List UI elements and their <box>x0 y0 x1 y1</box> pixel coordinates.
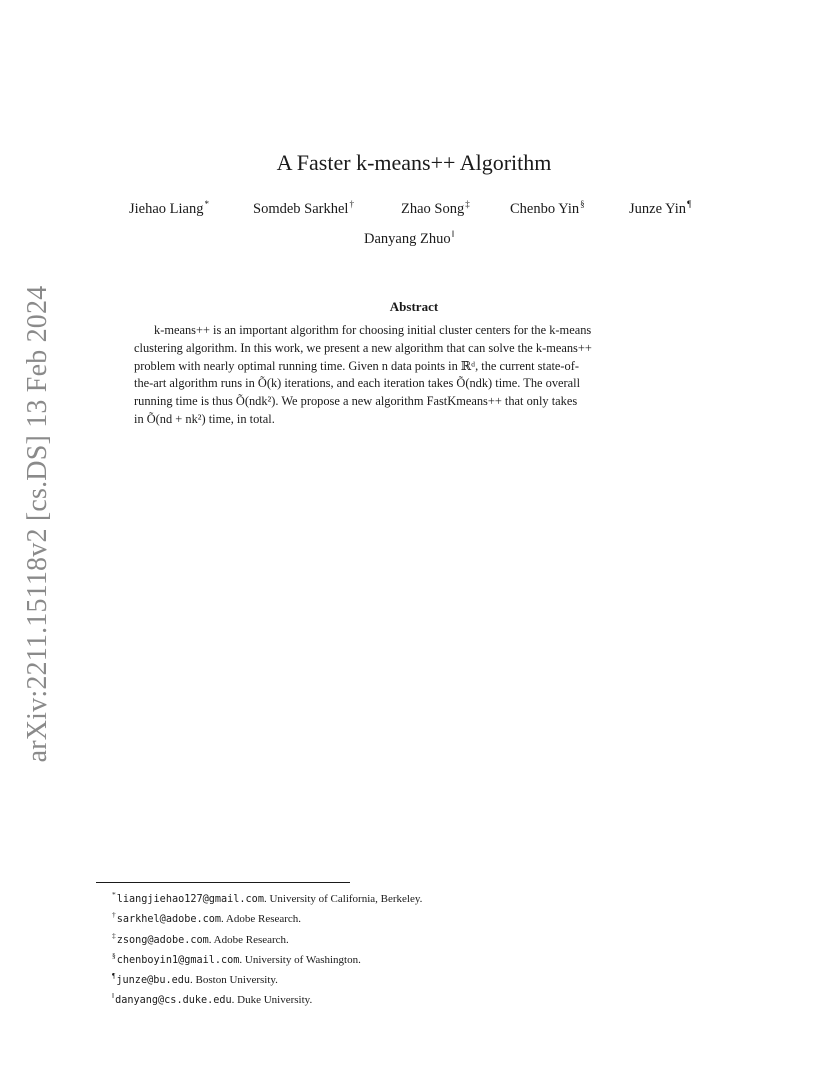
author-footnote-mark: * <box>204 199 209 209</box>
footnote <box>112 907 422 927</box>
author-footnote-mark: † <box>349 199 354 209</box>
paper-title: A Faster k-means++ Algorithm <box>276 150 552 175</box>
footnote-email[interactable]: sarkhel@adobe.com <box>116 914 222 926</box>
author-footnote-mark: § <box>580 199 585 209</box>
footnote-affiliation: . Boston University. <box>190 974 278 987</box>
footnote <box>112 988 422 1008</box>
abstract-heading: Abstract <box>389 299 439 314</box>
footnote-affiliation: . Adobe Research. <box>208 933 289 946</box>
author-zhuo <box>364 229 454 248</box>
footnote-affiliation: . University of Washington. <box>239 953 361 966</box>
author-footnote-mark: ‡ <box>465 199 470 209</box>
footnote <box>112 887 422 907</box>
footnote-email[interactable]: liangjiehao127@gmail.com <box>116 894 264 905</box>
footnote-email[interactable]: chenboyin1@gmail.com <box>116 954 240 966</box>
author-junze-yin <box>629 199 691 218</box>
author-name: Chenbo Yin <box>510 201 580 217</box>
footnote-affiliation: . Duke University. <box>231 994 313 1007</box>
author-name: Zhao Song <box>401 201 465 217</box>
arxiv-identifier-stamp: arXiv:2211.15118v2 [cs.DS] 13 Feb 2024 <box>22 285 53 763</box>
author-liang <box>129 199 209 218</box>
abstract-line: running time is thus Õ(ndk²). We propose a new algorithm FastKmeans++ that only takes <box>134 394 578 409</box>
author-sarkhel <box>253 199 354 218</box>
author-footnote-mark: ¶ <box>687 199 692 209</box>
footnote-affiliation: . Adobe Research. <box>221 913 302 926</box>
abstract-line: in Õ(nd + nk²) time, in total. <box>134 411 275 426</box>
footnote-mark: ‡ <box>112 930 116 940</box>
footnote <box>112 968 422 988</box>
author-name: Jiehao Liang <box>129 201 204 217</box>
author-chenbo-yin <box>510 199 585 218</box>
abstract-line: the-art algorithm runs in Õ(k) iterations, and each iteration takes Õ(ndk) time. The overall <box>134 376 581 391</box>
footnote-email[interactable]: danyang@cs.duke.edu <box>115 995 232 1007</box>
author-name: Junze Yin <box>629 201 687 217</box>
footnote-mark: ¶ <box>112 971 116 981</box>
footnote-email[interactable]: zsong@adobe.com <box>116 934 209 946</box>
author-song <box>401 199 470 218</box>
abstract-line: clustering algorithm. In this work, we present a new algorithm that can solve the k-means++ <box>134 340 592 355</box>
footnote <box>112 948 422 968</box>
footnote-mark: * <box>112 890 116 899</box>
footnote-email[interactable]: junze@bu.edu <box>116 975 191 987</box>
footnote-mark: § <box>112 950 116 960</box>
abstract-body <box>134 322 694 429</box>
author-footnote-mark: ‖ <box>451 229 455 239</box>
footnote-divider <box>96 882 350 883</box>
footnote-affiliation: . University of California, Berkeley. <box>263 893 423 905</box>
abstract-line: problem with nearly optimal running time. Given n data points in ℝᵈ, the current state-of- <box>134 358 579 373</box>
footnotes <box>112 887 422 1009</box>
footnote-mark: ‖ <box>112 991 115 1001</box>
abstract-line: k-means++ is an important algorithm for choosing initial cluster centers for the k-means <box>154 323 592 337</box>
author-name: Somdeb Sarkhel <box>253 201 349 217</box>
author-name: Danyang Zhuo <box>364 231 451 247</box>
footnote-mark: † <box>112 910 116 920</box>
footnote <box>112 928 422 948</box>
